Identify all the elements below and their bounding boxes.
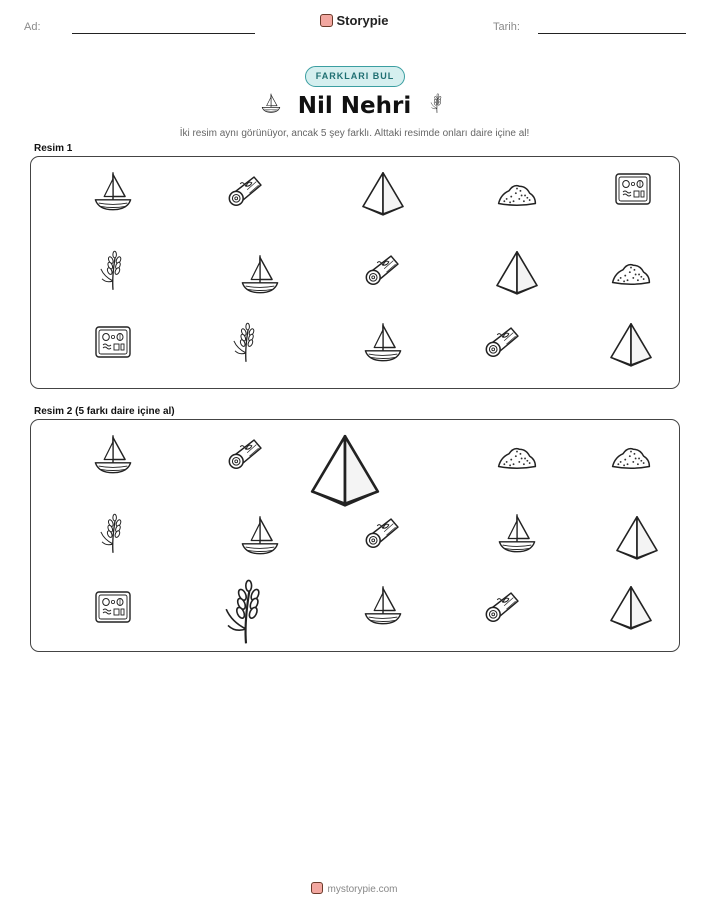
sand-pile-icon	[494, 169, 540, 215]
sailboat-icon	[91, 169, 135, 213]
hieroglyph-tablet-icon[interactable]	[93, 587, 133, 627]
pyramid-icon	[358, 169, 408, 219]
brand	[0, 13, 709, 28]
wheat-icon	[224, 320, 268, 364]
wheat-icon	[91, 248, 135, 292]
pyramid-icon[interactable]	[606, 583, 656, 633]
sand-pile-icon[interactable]	[608, 432, 654, 478]
footer-url[interactable]: mystorypie.com	[327, 884, 398, 895]
sailboat-icon	[238, 252, 282, 296]
picture2-panel[interactable]	[30, 419, 680, 652]
pyramid-icon	[492, 248, 542, 298]
hieroglyph-tablet-icon	[93, 322, 133, 362]
wheat-icon[interactable]	[91, 511, 135, 555]
pyramid-icon	[606, 320, 656, 370]
sand-pile-icon[interactable]	[494, 432, 540, 478]
pyramid-icon[interactable]	[612, 513, 662, 563]
storypie-logo-icon	[320, 14, 333, 27]
scroll-icon	[223, 169, 269, 215]
scroll-icon	[480, 320, 526, 366]
pyramid-icon[interactable]	[304, 430, 386, 512]
picture1-label: Resim 1	[34, 143, 73, 154]
hieroglyph-tablet-icon	[613, 169, 653, 209]
name-label: Ad:	[24, 21, 41, 33]
scroll-icon	[360, 248, 406, 294]
sand-pile-icon	[608, 248, 654, 294]
brand-text: Storypie	[336, 13, 389, 28]
footer	[0, 882, 709, 895]
sailboat-icon[interactable]	[361, 583, 405, 627]
activity-badge: FARKLARI BUL	[305, 66, 405, 87]
scroll-icon[interactable]	[480, 585, 526, 631]
sailboat-icon	[361, 320, 405, 364]
scroll-icon[interactable]	[223, 432, 269, 478]
wheat-icon[interactable]	[210, 575, 282, 647]
page-title: Nil Nehri	[297, 93, 412, 119]
scroll-icon[interactable]	[360, 511, 406, 557]
name-line[interactable]	[72, 33, 255, 34]
date-line[interactable]	[538, 33, 686, 34]
sailboat-icon[interactable]	[238, 513, 282, 557]
title-wheat-icon	[426, 92, 448, 122]
picture1-panel	[30, 156, 680, 389]
sailboat-icon[interactable]	[91, 432, 135, 476]
sailboat-icon[interactable]	[495, 511, 539, 555]
instructions: İki resim aynı görünüyor, ancak 5 şey farklı. Alttaki resimde onları daire içine al!	[179, 128, 530, 139]
date-label: Tarih:	[493, 21, 520, 33]
picture2-label: Resim 2 (5 farkı daire içine al)	[34, 406, 175, 417]
footer-logo-icon	[311, 882, 323, 894]
